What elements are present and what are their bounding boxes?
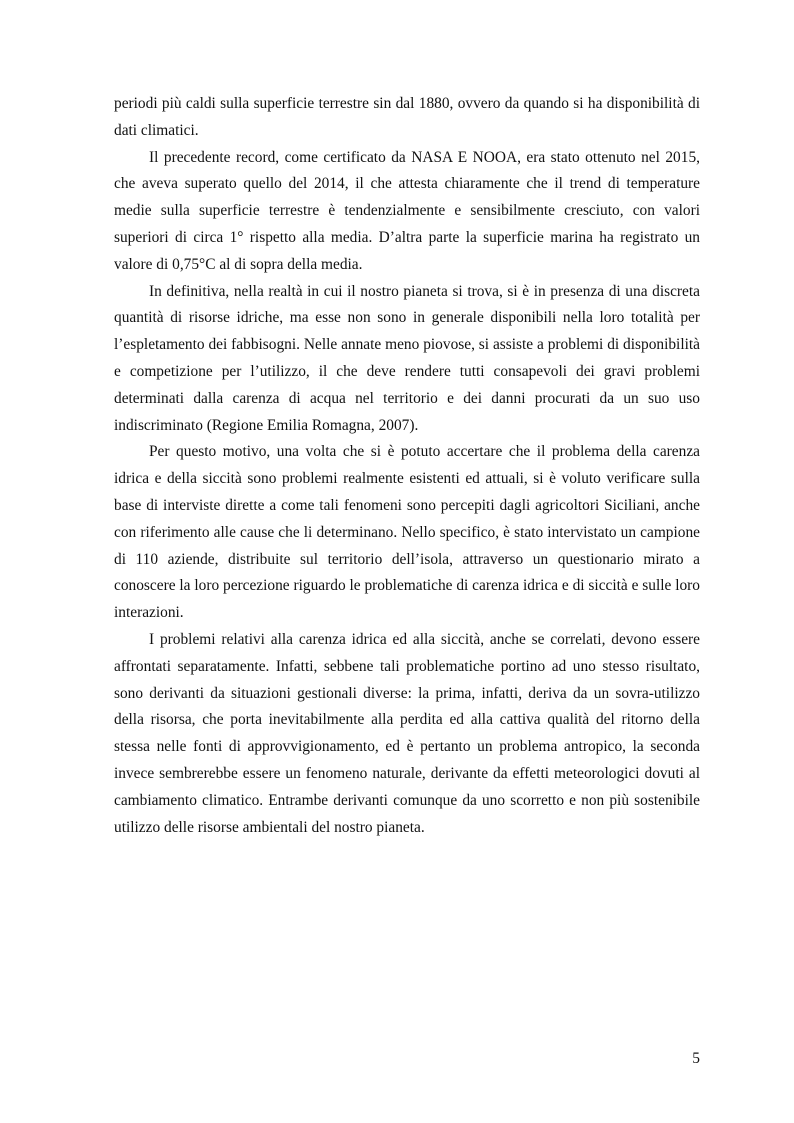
body-text bbox=[114, 91, 700, 841]
paragraph-scarcity-vs-drought: I problemi relativi alla carenza idrica ed alla siccità, anche se correlati, devono essere affrontati separatamente. Infatti, sebbene tali problematiche portino ad uno stesso risultato, sono derivanti da situazioni gestionali diverse: la prima, infatti, deriva da un sovra-utilizzo della risorsa, che porta inevitabilmente alla perdita ed alla cattiva qualità del ritorno della stessa nelle fonti di approvvigionamento, ed è pertanto un problema antropico, la seconda invece sembrerebbe essere un fenomeno naturale, derivante da effetti meteorologici dovuti al cambiamento climatico. Entrambe derivanti comunque da uno scorretto e non più sostenibile utilizzo delle risorse ambientali del nostro pianeta. bbox=[114, 630, 700, 836]
page-number: 5 bbox=[692, 1050, 700, 1067]
paragraph-continuation: periodi più caldi sulla superficie terrestre sin dal 1880, ovvero da quando si ha disponibilità di dati climatici. bbox=[114, 95, 700, 139]
paragraph-water-resources: In definitiva, nella realtà in cui il nostro pianeta si trova, si è in presenza di una discreta quantità di risorse idriche, ma esse non sono in generale disponibili nella loro totalità per l’espletamento dei fabbisogni. Nelle annate meno piovose, si assiste a problemi di disponibilità e competizione per l’utilizzo, il che deve rendere tutti consapevoli dei gravi problemi determinati dalla carenza di acqua nel territorio e dei danni procurati da un suo uso indiscriminato (Regione Emilia Romagna, 2007). bbox=[114, 282, 700, 434]
paragraph-survey-method: Per questo motivo, una volta che si è potuto accertare che il problema della carenza idrica e della siccità sono problemi realmente esistenti ed attuali, si è voluto verificare sulla base di interviste dirette a come tali fenomeni sono percepiti dagli agricoltori Siciliani, anche con riferimento alle cause che li determinano. Nello specifico, è stato intervistato un campione di 110 aziende, distribuite sul territorio dell’isola, attraverso un questionario mirato a conoscere la loro percezione riguardo le problematiche di carenza idrica e di siccità e sulle loro interazioni. bbox=[114, 443, 700, 622]
paragraph-record-temperatures: Il precedente record, come certificato da NASA E NOOA, era stato ottenuto nel 2015, che aveva superato quello del 2014, il che attesta chiaramente che il trend di temperature medie sulla superficie terrestre è tendenzialmente e sensibilmente cresciuto, con valori superiori di circa 1° rispetto alla media. D’altra parte la superficie marina ha registrato un valore di 0,75°C al di sopra della media. bbox=[114, 148, 700, 273]
